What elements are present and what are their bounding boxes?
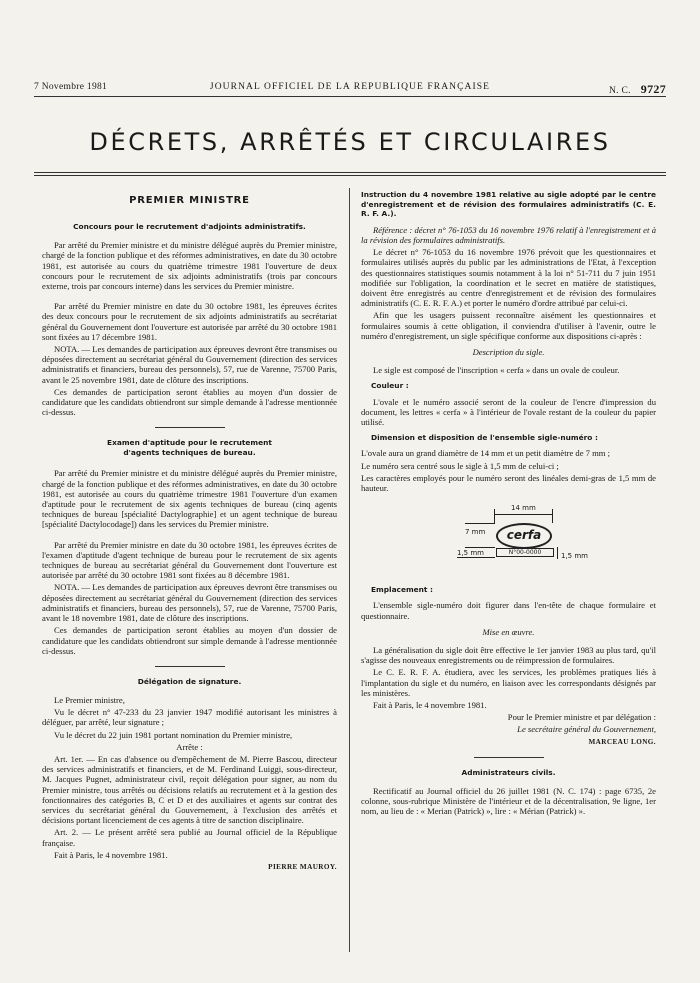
dimension-1-5mm-right: 1,5 mm: [561, 552, 588, 561]
dimension-paragraph-2: Le numéro sera centré sous le sigle à 1,5 mm de celui-ci ;: [361, 460, 559, 471]
emplacement-title: Emplacement :: [371, 585, 433, 595]
dimension-line-7mm-top: [465, 523, 495, 524]
exam-nota: NOTA. — Les demandes de participation aux épreuves devront être transmises ou déposées directement au secrétariat général du Gouvernement (direction des services administratifs et financiers, bureau des personnels), 57, rue de Varenne, 75700 Paris, avant le 18 novembre 1981, date de clôture des inscriptions.: [42, 582, 337, 624]
dimension-tick: [552, 509, 553, 523]
exam-paragraph-2: Par arrêté du Premier ministre en date du 30 octobre 1981, les épreuves écrites de l'examen d'aptitude d'agent technique de bureau pour le recrutement de six agents techniques de bureau au secrétariat général du Gouvernement dont l'ouverture est autorisée par arrêté du 30 octobre 1981 sont fixées au 8 décembre 1981.: [42, 539, 337, 581]
exam-paragraph-1: Par arrêté du Premier ministre et du ministre délégué auprès du Premier ministre, chargé de la fonction publique et des réformes administratives, en date du 30 octobre 1981, est autorisée au cours du quatrième trimestre 1981 l'ouverture d'un examen d'aptitude pour le recrutement de six agents techniques de bureau (cinq agents techniques de bureau [spécialité Dactylographie] et un agent technique de bureau [spécialité Dactylocodage]) dans les services du Premier ministre.: [42, 468, 337, 530]
couleur-paragraph: L'ovale et le numéro associé seront de la couleur de l'encre d'impression du document, les lettres « cerfa » à l'intérieur de l'ovale restant de la couleur du papier utilisé.: [361, 396, 656, 428]
instruction-paragraph-2: Afin que les usagers puissent reconnaître aisément les questionnaires et formulaires soumis à cette obligation, il conviendra d'utiliser à l'avenir, outre le numéro d'enregistrement, un sigle spécifique conforme aux dispositions ci-après :: [361, 310, 656, 341]
concours-paragraph-2: Par arrêté du Premier ministre en date du 30 octobre 1981, les épreuves écrites des deux concours pour le recrutement de six adjoints administratifs au secrétariat général du Gouvernement dont l'ouverture est autorisée par arrêté du 30 octobre 1981 sont fixées au 17 décembre 1981.: [42, 301, 337, 342]
dimension-7mm: 7 mm: [465, 528, 486, 537]
ministry-heading: PREMIER MINISTRE: [129, 195, 250, 206]
delegation-line-1: Pour le Premier ministre et par délégation :: [507, 712, 656, 723]
exam-title-line-2: d'agents techniques de bureau.: [123, 448, 256, 458]
cerfa-logo-diagram: [361, 503, 656, 575]
header-date: 7 Novembre 1981: [34, 82, 108, 92]
delegation-line-2: Le secrétaire général du Gouvernement,: [517, 724, 656, 735]
separator: [155, 427, 225, 428]
delegation-paragraph-2: Vu le décret n° 47-233 du 23 janvier 1947 modifié autorisant les ministres à déléguer, par arrêté, leur signature ;: [42, 707, 337, 728]
title-rule-bottom: [34, 175, 666, 176]
page-title: DÉCRETS, ARRÊTÉS ET CIRCULAIRES: [89, 128, 611, 156]
header-nc: N. C.: [608, 86, 631, 96]
separator: [474, 757, 544, 758]
marceau-long-signature: MARCEAU LONG.: [588, 737, 656, 746]
dimension-paragraph-3: Les caractères employés pour le numéro seront des linéales demi-gras de 1,5 mm de hauteur.: [361, 472, 656, 494]
instruction-paragraph-1: Le décret n° 76-1053 du 16 novembre 1976 prévoit que les questionnaires et formulaires utilisés auprès du public par les administrations de l'Etat, à l'exception des questionnaires statistiques soumis notamment à la loi n° 51-711 du 7 juin 1951 modifiée sur l'obligation, la coordination et le secret en matière de statistiques, doivent être enregistrés au centre d'enregistrement et de révision des formulaires administratifs (C. E. R. F. A.) et porter le numéro d'ordre attribué par celui-ci.: [361, 247, 656, 309]
concours-title: Concours pour le recrutement d'adjoints administratifs.: [73, 222, 306, 232]
exam-title-line-1: Examen d'aptitude pour le recrutement: [107, 438, 272, 448]
dimension-14mm: 14 mm: [511, 504, 536, 513]
delegation-article-2: Art. 2. — Le présent arrêté sera publié au Journal officiel de la République française.: [42, 827, 337, 848]
delegation-signature: PIERRE MAUROY.: [268, 862, 337, 871]
delegation-title: Délégation de signature.: [137, 676, 242, 686]
delegation-arrete: Arrête :: [176, 741, 203, 752]
left-column: [42, 190, 337, 872]
couleur-title: Couleur :: [371, 381, 409, 391]
concours-paragraph-4: Ces demandes de participation seront établies au moyen d'un dossier de candidature que les candidats obtiendront sur simple demande à l'adresse mentionnée ci-dessus.: [42, 386, 337, 418]
description-title: Description du sigle.: [472, 347, 545, 358]
cerfa-oval: cerfa: [496, 523, 552, 549]
emplacement-paragraph: L'ensemble sigle-numéro doit figurer dans l'en-tête de chaque formulaire et questionnaire.: [361, 600, 656, 621]
column-divider: [349, 188, 350, 952]
dimension-line-14mm: [494, 514, 552, 515]
dimension-tick: [494, 509, 495, 523]
mise-en-oeuvre-title: Mise en œuvre.: [482, 626, 535, 637]
administrateurs-title: Administrateurs civils.: [461, 767, 556, 777]
delegation-paragraph-1: Le Premier ministre,: [54, 694, 125, 705]
dimension-1-5mm-left: 1,5 mm: [457, 549, 484, 558]
header-page: [609, 82, 666, 97]
dimension-paragraph-1: L'ovale aura un grand diamètre de 14 mm et un petit diamètre de 7 mm ;: [361, 448, 611, 459]
header-journal: JOURNAL OFFICIEL DE LA REPUBLIQUE FRANÇAISE: [209, 82, 491, 92]
exam-paragraph-4: Ces demandes de participation seront établies au moyen d'un dossier de candidature que les candidats obtiendront sur simple demande à l'adresse mentionnée ci-dessus.: [42, 625, 337, 656]
delegation-article-1: Art. 1er. — En cas d'absence ou d'empêchement de M. Pierre Bascou, directeur des services administratifs et financiers, et de M. Ferdinand Luiggi, sous-directeur, M. Jacques Pugnet, administrateur civil, reçoit délégation pour signer, au nom du Premier ministre, tous arrêtés ou décisions relatifs au recrutement et à la gestion des fonctionnaires des catégories B, C et D et des auxiliaires et agents sur contrat des services du secrétariat général du Gouvernement, à l'exclusion des arrêtés et décisions portant licenciement de ces agents à titre de sanction disciplinaire.: [42, 753, 337, 826]
header-page-number: 9727: [640, 82, 666, 96]
separator: [155, 666, 225, 667]
dimension-line-1-5mm: [457, 557, 495, 558]
description-paragraph: Le sigle est composé de l'inscription « cerfa » dans un ovale de couleur.: [373, 365, 620, 376]
mise-en-oeuvre-paragraph-1: La généralisation du sigle doit être effective le 1er janvier 1983 au plus tard, qu'il s'agisse des nouveaux enregistrements ou de réimpression de formulaires.: [361, 645, 656, 666]
title-rule-top: [34, 172, 666, 173]
dimension-tick: [557, 547, 558, 559]
mise-en-oeuvre-paragraph-2: Le C. E. R. F. A. étudiera, avec les services, les problèmes pratiques liés à l'implantation du sigle et du numéro, en liaison avec les correspondants désignés par les ministères.: [361, 667, 656, 698]
dimension-title: Dimension et disposition de l'ensemble sigle-numéro :: [371, 433, 598, 443]
header-rule: [34, 96, 666, 97]
concours-paragraph-1: Par arrêté du Premier ministre et du ministre délégué auprès du Premier ministre, chargé de la fonction publique et des réformes administratives, en date du 30 octobre 1981, est autorisée au cours du quatrième trimestre 1981 l'ouverture de deux concours pour le recrutement de six adjoints administratifs (trois par concours externe, trois par concours interne) dans les services du Premier ministre.: [42, 240, 337, 292]
instruction-fait: Fait à Paris, le 4 novembre 1981.: [373, 700, 487, 711]
concours-nota: NOTA. — Les demandes de participation aux épreuves devront être transmises ou déposées directement au secrétariat général du Gouvernement (direction des services administratifs et financiers, bureau des personnels), 57, rue de Varenne, 75700 Paris, avant le 25 novembre 1981, date de clôture des inscriptions.: [42, 344, 337, 385]
instruction-title: Instruction du 4 novembre 1981 relative au sigle adopté par le centre d'enregistrement et de révision des formulaires administratifs (C. E. R. F. A.).: [361, 190, 656, 219]
rectificatif-paragraph: Rectificatif au Journal officiel du 26 juillet 1981 (N. C. 174) : page 6735, 2e colonne, sous-rubrique Ministère de l'intérieur et de la décentralisation, 9e ligne, 1er nom, au lieu de : « Merian (Patrick) », lire : « Mérian (Patrick) ».: [361, 785, 656, 817]
delegation-fait: Fait à Paris, le 4 novembre 1981.: [54, 849, 168, 860]
reference: Référence : décret n° 76-1053 du 16 novembre 1976 relatif à l'enregistrement et à la révision des formulaires administratifs.: [361, 224, 656, 245]
cerfa-number: N°00-0000: [496, 548, 554, 557]
exam-title: [42, 438, 337, 458]
right-column: [361, 190, 656, 819]
delegation-paragraph-3: Vu le décret du 22 juin 1981 portant nomination du Premier ministre,: [54, 729, 293, 740]
